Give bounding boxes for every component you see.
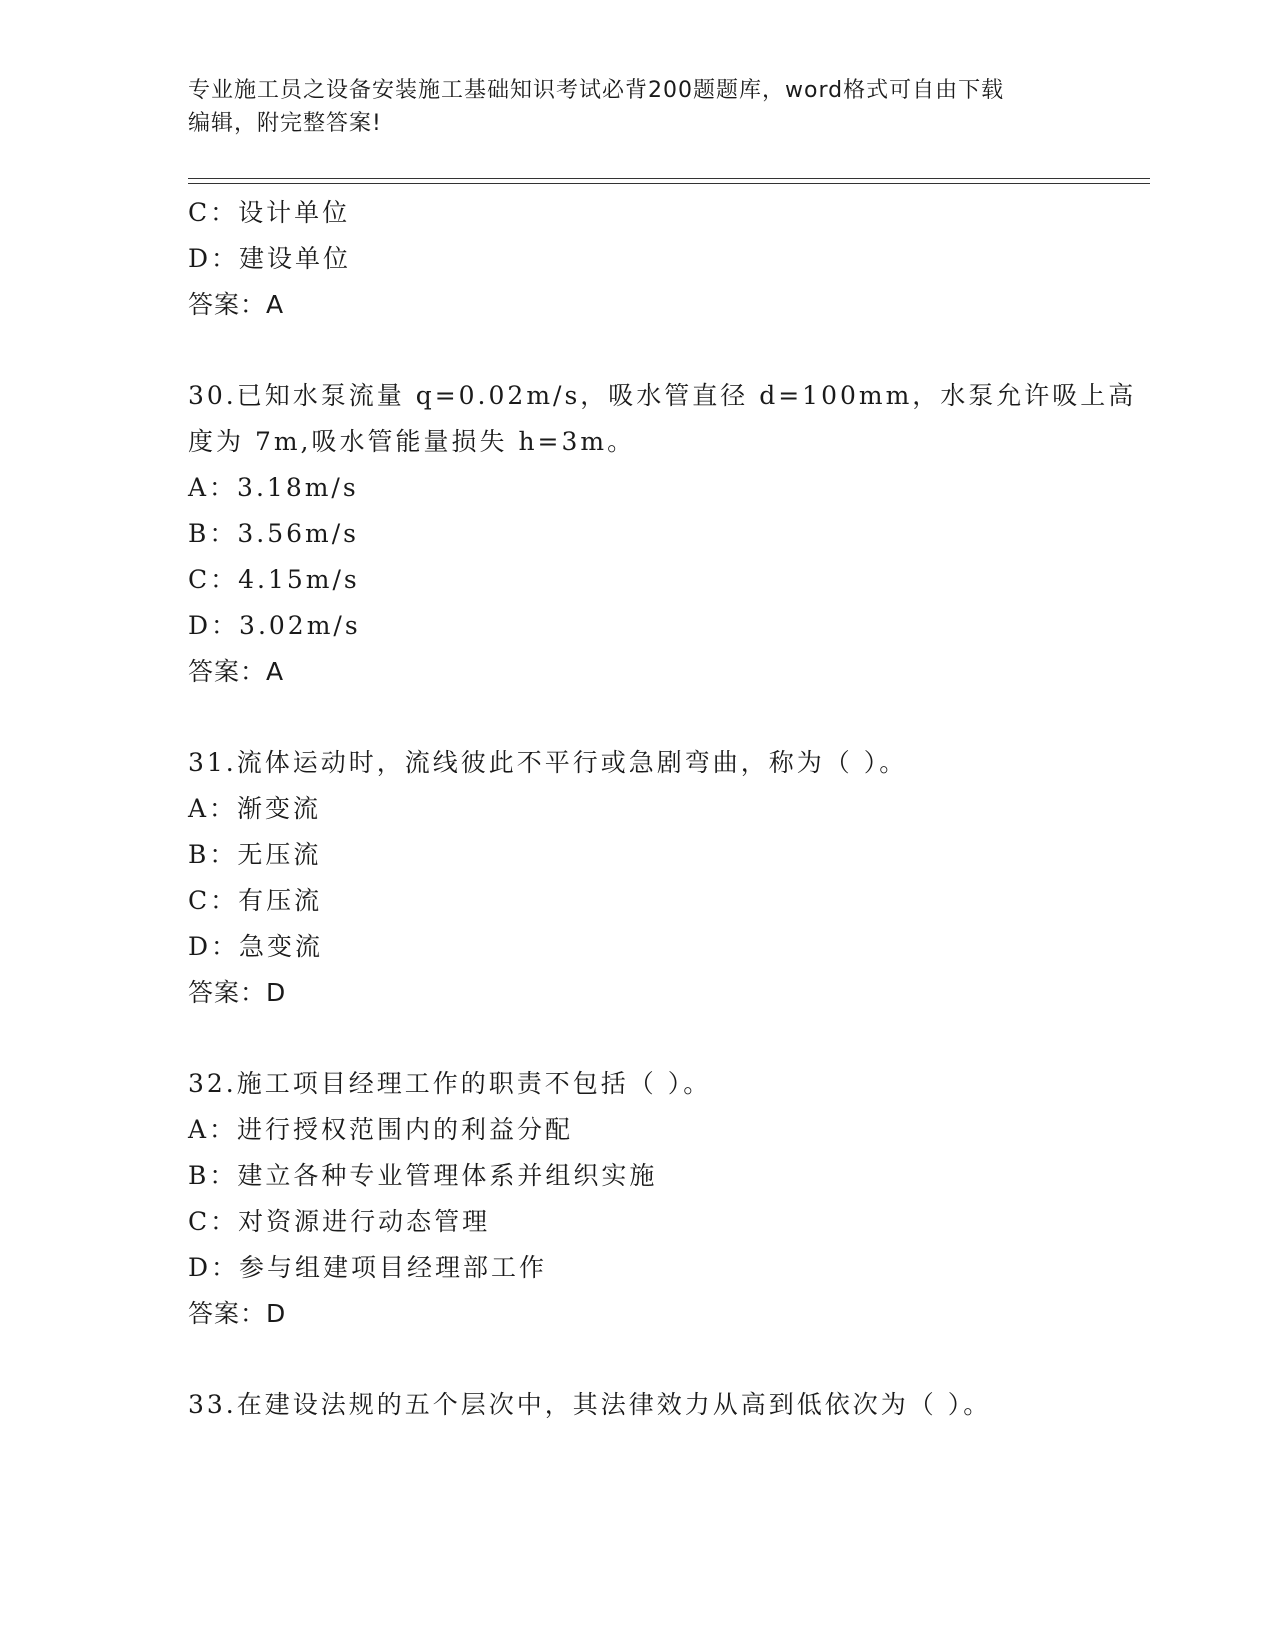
option-c: C：有压流 <box>188 886 323 915</box>
block-spacer <box>188 695 1148 740</box>
block-spacer <box>188 1337 1148 1382</box>
header-title-line-1: 专业施工员之设备安装施工基础知识考试必背200题题库，word格式可自由下载 <box>188 78 1005 103</box>
question-text-line-1: 31.流体运动时，流线彼此不平行或急剧弯曲，称为（ ）。 <box>188 748 908 777</box>
option-d: D：参与组建项目经理部工作 <box>188 1253 548 1282</box>
option-c: C：对资源进行动态管理 <box>188 1207 491 1236</box>
document-header <box>188 74 1088 140</box>
question-block-32 <box>188 1061 1148 1337</box>
option-d: D：急变流 <box>188 932 324 961</box>
answer-text: 答案：D <box>188 978 287 1007</box>
question-text-line-1: 30.已知水泵流量 q=0.02m/s，吸水管直径 d=100mm，水泵允许吸上高 <box>188 381 1137 410</box>
question-list <box>188 190 1148 1428</box>
option-b: B：建立各种专业管理体系并组织实施 <box>188 1161 658 1190</box>
option-a: A：3.18m/s <box>188 473 359 502</box>
option-a: A：渐变流 <box>188 794 322 823</box>
option-c: C：设计单位 <box>188 198 351 227</box>
answer-text: 答案：D <box>188 1299 287 1328</box>
header-divider-bottom <box>188 183 1150 184</box>
option-d: D：3.02m/s <box>188 611 361 640</box>
question-text-line-2: 度为 7m,吸水管能量损失 h=3m。 <box>188 427 636 456</box>
question-block-33 <box>188 1382 1148 1428</box>
block-spacer <box>188 1016 1148 1061</box>
question-block-31 <box>188 740 1148 1016</box>
option-c: C：4.15m/s <box>188 565 360 594</box>
option-d: D：建设单位 <box>188 244 352 273</box>
block-spacer <box>188 328 1148 373</box>
answer-text: 答案：A <box>188 657 285 686</box>
option-a: A：进行授权范围内的利益分配 <box>188 1115 574 1144</box>
header-title-line-2: 编辑，附完整答案! <box>188 111 382 136</box>
option-b: B：无压流 <box>188 840 322 869</box>
answer-text: 答案：A <box>188 290 285 319</box>
question-block-29 <box>188 190 1148 328</box>
question-text-line-1: 33.在建设法规的五个层次中，其法律效力从高到低依次为（ ）。 <box>188 1390 992 1419</box>
question-block-30 <box>188 373 1148 695</box>
question-text-line-1: 32.施工项目经理工作的职责不包括（ ）。 <box>188 1069 712 1098</box>
header-divider-top <box>188 178 1150 179</box>
option-b: B：3.56m/s <box>188 519 359 548</box>
